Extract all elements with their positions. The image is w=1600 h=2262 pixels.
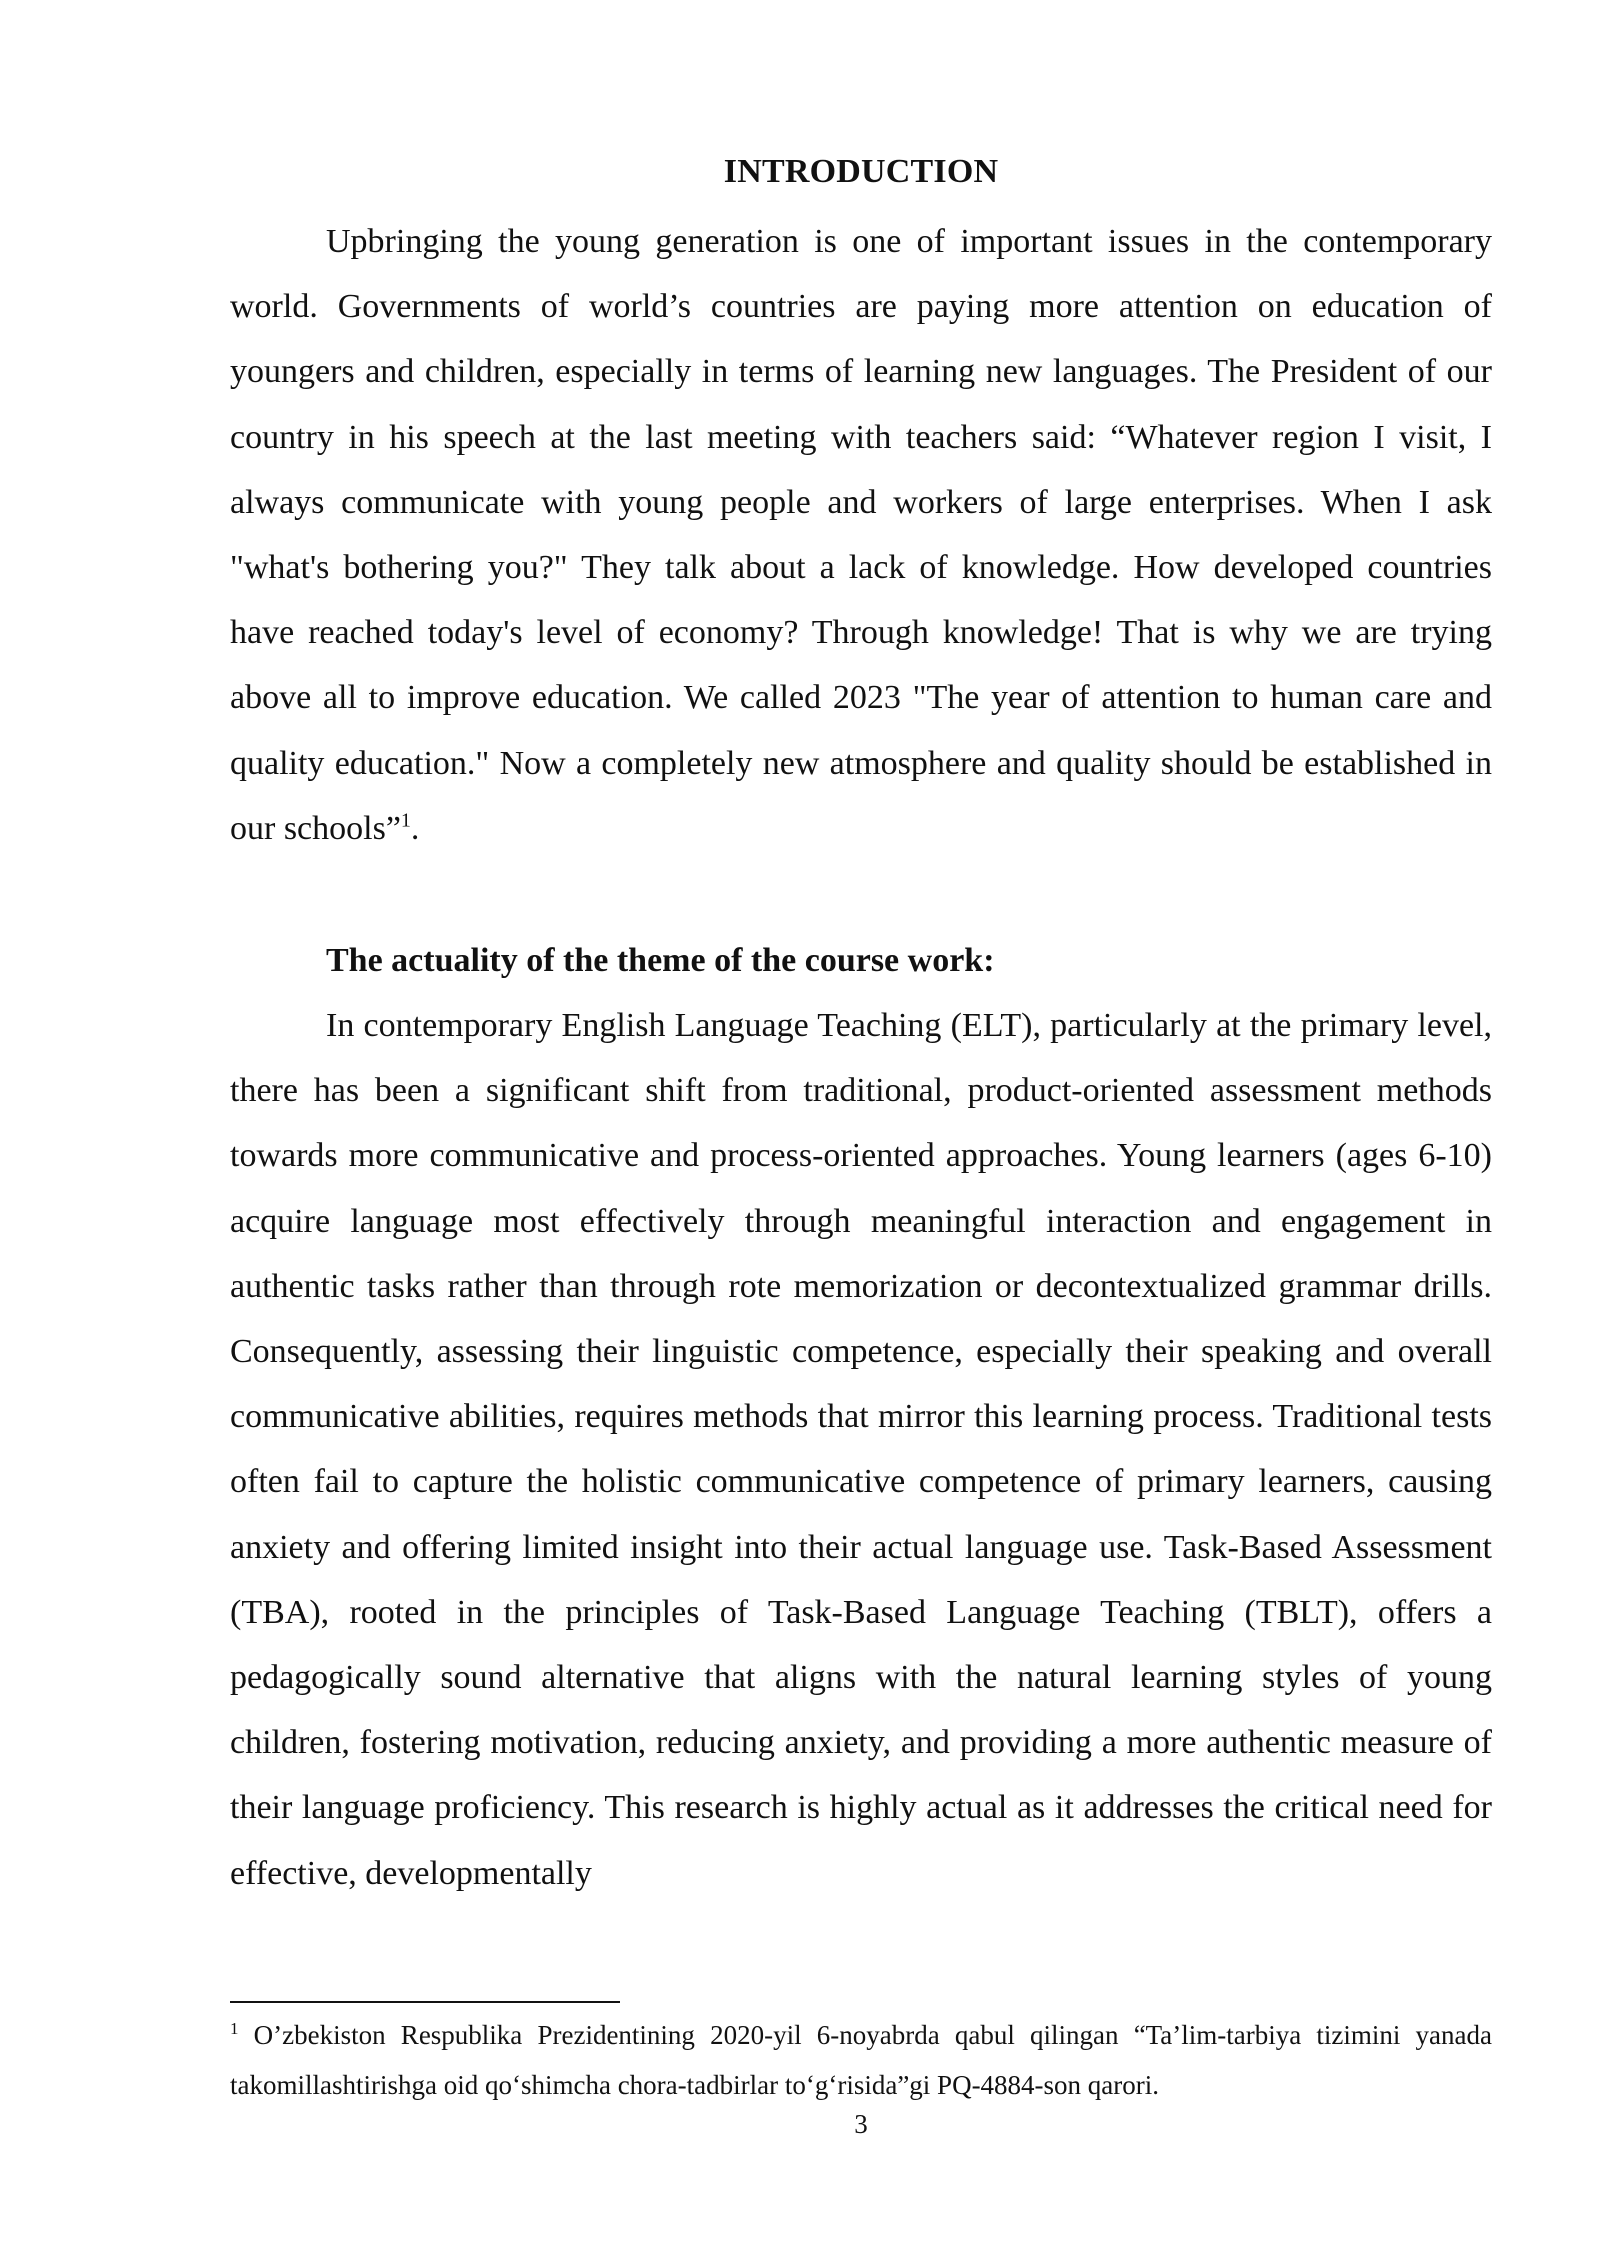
actuality-paragraph: In contemporary English Language Teaching (ELT), particularly at the primary level, there has been a significant shift from traditional, product-oriented assessment methods towards more communicative and process-oriented approaches. Young learners (ages 6-10) acquire language most effectively through meaningful interaction and engagement in authentic tasks rather than through rote memorization or decontextualized grammar drills. Consequently, assessing their linguistic competence, especially their speaking and overall communicative abilities, requires methods that mirror this learning process. Traditional tests often fail to capture the holistic communicative competence of primary learners, causing anxiety and offering limited insight into their actual language use. Task-Based Assessment (TBA), rooted in the principles of Task-Based Language Teaching (TBLT), offers a pedagogically sound alternative that aligns with the natural learning styles of young children, fostering motivation, reducing anxiety, and providing a more authentic measure of their language proficiency. This research is highly actual as it addresses the critical need for effective, developmentally bbox=[230, 1007, 1492, 1892]
footnote-number: 1 bbox=[230, 2019, 239, 2038]
page-number: 3 bbox=[854, 2109, 868, 2139]
footnote-text: O’zbekiston Respublika Prezidentining 2020-yil 6-noyabrda qabul qilingan “Ta’lim-tarbiya tizimini yanada takomillashtirishga oid qo‘shimcha chora-tadbirlar to‘g‘risida”gi PQ-4884-son qarori. bbox=[230, 2020, 1492, 2100]
intro-paragraph-text: Upbringing the young generation is one of important issues in the contemporary world. Governments of world’s countries are paying more attention on education of youngers and children, especially in terms of learning new languages. The President of our country in his speech at the last meeting with teachers said: “Whatever region I visit, I always communicate with young people and workers of large enterprises. When I ask "what's bothering you?" They talk about a lack of knowledge. How developed countries have reached today's level of economy? Through knowledge! That is why we are trying above all to improve education. We called 2023 "The year of attention to human care and quality education." Now a completely new atmosphere and quality should be established in our schools” bbox=[230, 223, 1492, 847]
intro-paragraph-end: . bbox=[410, 809, 420, 847]
footnote-separator bbox=[230, 2001, 620, 2003]
footnote bbox=[230, 2010, 1492, 2110]
intro-paragraph bbox=[230, 209, 1492, 861]
page-title: INTRODUCTION bbox=[723, 153, 999, 190]
section-heading: The actuality of the theme of the course work: bbox=[326, 942, 995, 979]
footnote-reference[interactable]: 1 bbox=[400, 809, 411, 832]
